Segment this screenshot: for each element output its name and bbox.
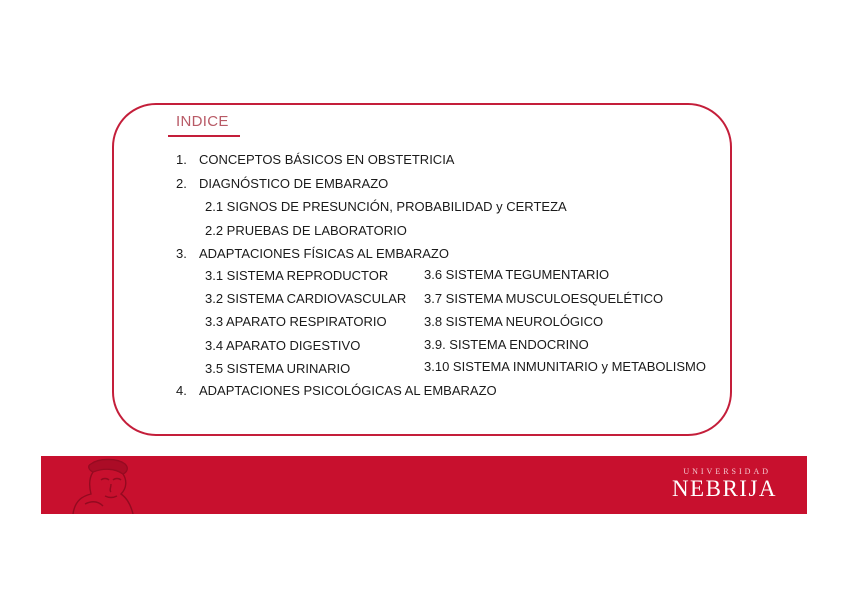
item-2-label: DIAGNÓSTICO DE EMBARAZO [199,176,389,191]
subitem-3-6: 3.6 SISTEMA TEGUMENTARIO [424,267,610,282]
title-underline [168,135,240,137]
item-4-label: ADAPTACIONES PSICOLÓGICAS AL EMBARAZO [199,383,497,398]
subitem-3-2: 3.2 SISTEMA CARDIOVASCULAR [205,291,407,306]
item-4-number: 4. [176,383,187,398]
subitem-2-1: 2.1 SIGNOS DE PRESUNCIÓN, PROBABILIDAD y CERTEZA [205,199,567,214]
index-title: INDICE [176,113,229,130]
item-2-number: 2. [176,176,187,191]
item-1-number: 1. [176,152,187,167]
nebrija-portrait-icon [65,456,141,514]
footer-banner [41,456,807,514]
subitem-3-4: 3.4 APARATO DIGESTIVO [205,338,361,353]
subitem-3-9: 3.9. SISTEMA ENDOCRINO [424,337,589,352]
subitem-3-3: 3.3 APARATO RESPIRATORIO [205,314,387,329]
subitem-3-8: 3.8 SISTEMA NEUROLÓGICO [424,314,604,329]
item-3-number: 3. [176,246,187,261]
brand-university-label: UNIVERSIDAD [683,467,771,476]
item-1-label: CONCEPTOS BÁSICOS EN OBSTETRICIA [199,152,455,167]
subitem-3-5: 3.5 SISTEMA URINARIO [205,361,351,376]
subitem-2-2: 2.2 PRUEBAS DE LABORATORIO [205,223,407,238]
subitem-3-10: 3.10 SISTEMA INMUNITARIO y METABOLISMO [424,359,706,374]
brand-name: NEBRIJA [671,476,777,501]
item-3-label: ADAPTACIONES FÍSICAS AL EMBARAZO [199,246,449,261]
subitem-3-1: 3.1 SISTEMA REPRODUCTOR [205,268,389,283]
subitem-3-7: 3.7 SISTEMA MUSCULOESQUELÉTICO [424,291,664,306]
